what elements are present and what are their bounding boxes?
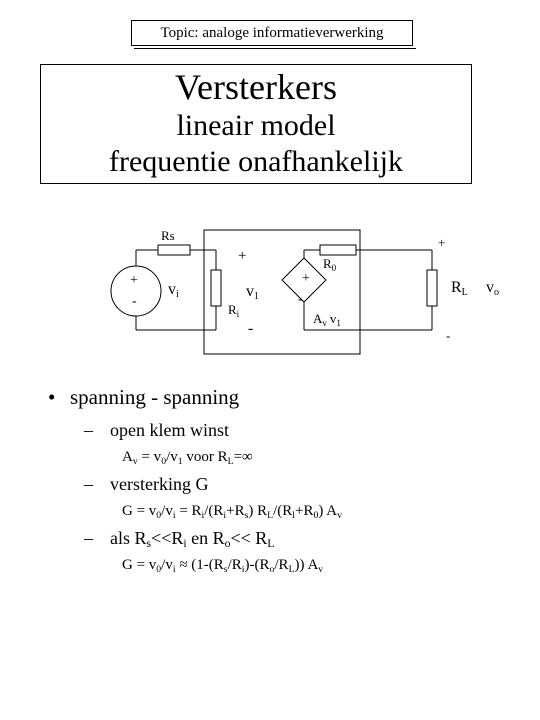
formula-versterking: $G = v_0/v_i = R_i/(R_i+R_s)$ $R_L/(R_l+R_0)$ $A_v$ [122,503,342,521]
slide-title: Versterkers [175,67,337,107]
ri-label: $R_i$ [228,302,240,319]
ro-resistor [320,245,356,255]
item-versterking [84,473,208,495]
slide-subtitle-2: frequentie onafhankelijk [108,145,404,178]
rl-label: RL [451,279,468,298]
dep-minus: - [298,292,303,307]
input-plus: + [238,248,247,264]
bullet-dot-icon: • [48,385,56,409]
ri-resistor [211,270,221,306]
rl-resistor [427,270,437,306]
item-label: als $R_s<<R_i$ en $R_o<< R_L$ [110,528,275,550]
dep-plus: + [302,271,310,286]
v1-label: v1 [246,283,259,302]
dash-icon: – [84,528,93,548]
topic-label: Topic: analoge informatieverwerking [131,20,413,46]
item-open-klem [84,419,229,441]
item-label: versterking G [110,474,209,494]
av-v1-label: $A_v$ $v_1$ [313,311,341,328]
dash-icon: – [84,474,93,494]
vo-label: vo [486,279,499,298]
item-label: open klem winst [110,420,229,440]
source-plus: + [130,273,138,288]
source-minus: - [132,294,137,309]
dash-icon: – [84,420,93,440]
output-minus: - [446,328,451,343]
formula-als: $G = v_0/v_i \approx (1-(R_s/R_i)-(R_o/R_L))$ $A_v$ [122,557,324,575]
ro-label: $R_0$ [323,256,337,273]
vi-label: vi [168,281,179,300]
formula-open-klem: $A_v = v_0/v_1$ voor $R_L=\infty$ [122,449,253,467]
bullet-spanning [48,384,239,410]
rs-resistor [158,245,190,255]
item-als [84,527,274,549]
bullet-text: spanning - spanning [70,385,240,409]
amplifier-box [204,230,360,354]
output-plus: + [438,235,446,250]
circuit-wires [136,230,437,354]
slide-subtitle-1: lineair model [176,109,336,142]
rs-label: Rs [161,228,175,243]
input-minus: - [248,320,254,337]
